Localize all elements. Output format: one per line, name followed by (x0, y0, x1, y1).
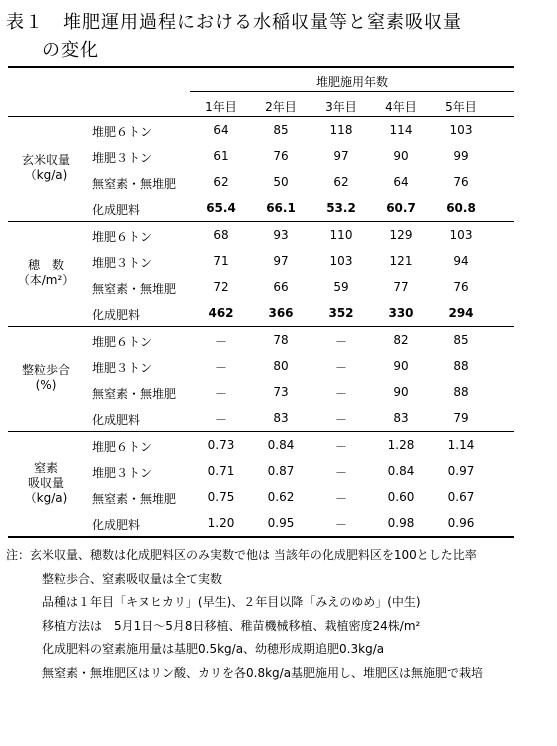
value-cell: 90 (393, 385, 409, 399)
value-cell: 93 (273, 228, 289, 242)
value-cell: 77 (393, 280, 409, 294)
value-cell: 1.28 (387, 438, 415, 452)
value-cell: 76 (453, 175, 469, 189)
value-cell: 76 (273, 149, 289, 163)
value-cell: 0.60 (387, 490, 415, 504)
value-cell: － (334, 466, 347, 480)
value-cell: － (334, 492, 347, 506)
value-cell: 0.62 (267, 490, 295, 504)
value-cell: 0.71 (207, 464, 235, 478)
group-separator (8, 431, 514, 432)
treatment-label: 化成肥料 (92, 308, 141, 322)
treatment-label: 堆肥６トン (92, 335, 153, 349)
year-header-cell: 2年目 (265, 100, 297, 114)
group-label (10, 153, 82, 183)
value-cell: 53.2 (326, 201, 356, 215)
value-cell: 85 (453, 333, 469, 347)
value-cell: 76 (453, 280, 469, 294)
group-label-line: 窒素 (33, 460, 58, 475)
value-cell: 62 (333, 175, 349, 189)
year-header-cell: 4年目 (385, 100, 417, 114)
value-cell: 97 (333, 149, 349, 163)
header-span-label: 堆肥施用年数 (315, 75, 388, 89)
value-cell: 0.73 (207, 438, 235, 452)
value-cell: 103 (449, 123, 473, 137)
value-cell: 66.1 (266, 201, 296, 215)
value-cell: － (214, 361, 227, 375)
value-cell: 294 (448, 306, 474, 320)
treatment-label: 化成肥料 (92, 203, 141, 217)
group-label (10, 258, 82, 288)
group-separator (8, 221, 514, 222)
value-cell: 97 (273, 254, 289, 268)
table-bottom-rule (8, 536, 514, 538)
value-cell: 114 (389, 123, 413, 137)
note-line: 注：玄米収量、穂数は化成肥料区のみ実数で他は 当該年の化成肥料区を100とした比率 (6, 548, 477, 562)
treatment-label: 無窒素・無堆肥 (92, 492, 177, 506)
header-bottom-rule (8, 116, 514, 117)
notes-block (6, 544, 483, 685)
treatment-label: 堆肥６トン (92, 440, 153, 454)
note-line: 無窒素・無堆肥区はリン酸、カリを各0.8kg/a基肥施用し、堆肥区は無施肥で栽培 (42, 665, 484, 680)
value-cell: － (334, 518, 347, 532)
value-cell: 88 (453, 359, 469, 373)
value-cell: 88 (453, 385, 469, 399)
group-label (10, 461, 82, 506)
value-cell: 110 (329, 228, 353, 242)
note-line: 整粒歩合、窒素吸収量は全て実数 (42, 571, 223, 586)
note-line: 化成肥料の窒素施用量は基肥0.5kg/a、幼穂形成期追肥0.3kg/a (42, 642, 385, 656)
group-label-line: (%) (35, 378, 57, 392)
value-cell: 330 (388, 306, 414, 320)
value-cell: 462 (208, 306, 234, 320)
value-cell: 0.96 (447, 516, 475, 530)
value-cell: 73 (273, 385, 289, 399)
group-label (10, 363, 82, 393)
treatment-label: 堆肥３トン (92, 361, 153, 375)
value-cell: 0.87 (267, 464, 295, 478)
note-line: 移植方法は 5月1日～5月8日移植、稚苗機械移植、栽植密度24株/m² (42, 618, 421, 633)
value-cell: 0.84 (267, 438, 295, 452)
value-cell: 0.84 (387, 464, 415, 478)
group-label-line: 整粒歩合 (21, 363, 70, 377)
group-label-line: 吸収量 (27, 475, 64, 490)
value-cell: 62 (213, 175, 229, 189)
value-cell: 72 (213, 280, 229, 294)
treatment-label: 無窒素・無堆肥 (92, 282, 177, 296)
year-header-cell: 5年目 (445, 100, 477, 114)
value-cell: 366 (268, 306, 294, 320)
table-title-continued: の変化 (42, 40, 99, 61)
value-cell: 0.97 (447, 464, 475, 478)
table-top-rule (8, 66, 514, 68)
value-cell: 71 (213, 254, 229, 268)
value-cell: 94 (453, 254, 469, 268)
value-cell: 60.7 (386, 201, 416, 215)
treatment-label: 堆肥６トン (92, 230, 153, 244)
table-title: 表１ 堆肥運用過程における水稲収量等と窒素吸収量 (6, 12, 462, 33)
value-cell: 129 (389, 228, 413, 242)
value-cell: 60.8 (446, 201, 476, 215)
value-cell: 90 (393, 359, 409, 373)
value-cell: 61 (213, 149, 229, 163)
value-cell: 83 (393, 411, 409, 425)
treatment-label: 化成肥料 (92, 518, 141, 532)
value-cell: － (334, 440, 347, 454)
treatment-label: 堆肥３トン (92, 466, 153, 480)
value-cell: － (334, 413, 347, 427)
value-cell: 65.4 (206, 201, 236, 215)
treatment-label: 無窒素・無堆肥 (92, 387, 177, 401)
value-cell: 59 (333, 280, 349, 294)
treatment-label: 堆肥３トン (92, 151, 153, 165)
year-header-cell: 1年目 (205, 100, 237, 114)
value-cell: 80 (273, 359, 289, 373)
group-label-line: （kg/a) (24, 168, 68, 182)
value-cell: 99 (453, 149, 469, 163)
value-cell: 0.75 (207, 490, 235, 504)
treatment-label: 無窒素・無堆肥 (92, 177, 177, 191)
value-cell: 1.14 (447, 438, 475, 452)
treatment-label: 化成肥料 (92, 413, 141, 427)
note-line: 品種は１年目「キヌヒカリ」(早生)、２年目以降「みえのゆめ」(中生) (42, 595, 421, 609)
treatment-label: 堆肥６トン (92, 125, 153, 139)
year-header-cell: 3年目 (325, 100, 357, 114)
value-cell: － (214, 413, 227, 427)
value-cell: 103 (449, 228, 473, 242)
value-cell: 85 (273, 123, 289, 137)
value-cell: － (334, 387, 347, 401)
value-cell: 64 (393, 175, 409, 189)
value-cell: 50 (273, 175, 289, 189)
group-separator (8, 326, 514, 327)
value-cell: 78 (273, 333, 289, 347)
value-cell: 83 (273, 411, 289, 425)
value-cell: 0.98 (387, 516, 415, 530)
value-cell: － (214, 335, 227, 349)
value-cell: － (214, 387, 227, 401)
value-cell: 352 (328, 306, 354, 320)
value-cell: 68 (213, 228, 229, 242)
value-cell: 121 (389, 254, 413, 268)
value-cell: 1.20 (207, 516, 235, 530)
value-cell: 82 (393, 333, 409, 347)
treatment-label: 堆肥３トン (92, 256, 153, 270)
header-sub-rule (190, 91, 514, 92)
value-cell: 66 (273, 280, 289, 294)
group-label-line: （本/m²） (17, 273, 75, 287)
group-label-line: （kg/a) (24, 490, 68, 505)
value-cell: － (334, 361, 347, 375)
value-cell: 103 (329, 254, 353, 268)
value-cell: 0.95 (267, 516, 295, 530)
value-cell: 118 (329, 123, 353, 137)
group-label-line: 穂 数 (27, 258, 64, 272)
value-cell: 0.67 (447, 490, 475, 504)
value-cell: 64 (213, 123, 229, 137)
group-label-line: 玄米収量 (21, 153, 70, 167)
value-cell: － (334, 335, 347, 349)
value-cell: 79 (453, 411, 469, 425)
value-cell: 90 (393, 149, 409, 163)
